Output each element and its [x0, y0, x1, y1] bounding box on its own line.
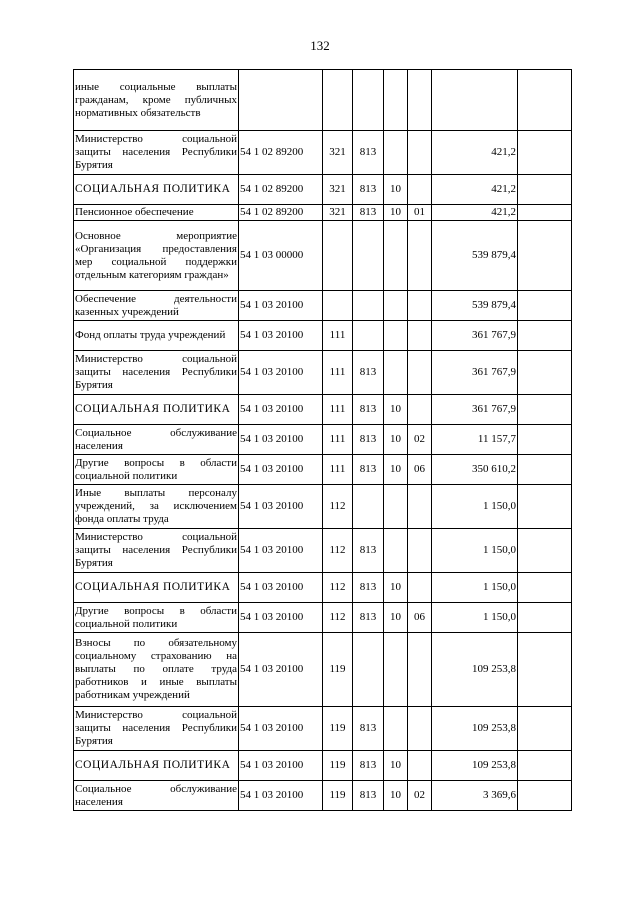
section-code-cell [384, 351, 408, 395]
subsection-code-cell [408, 351, 432, 395]
extra-empty-cell [518, 131, 572, 175]
amount-cell: 1 150,0 [432, 603, 518, 633]
row-name-cell: Министерство социальной защиты населения Республики Бурятия [74, 131, 239, 175]
department-code-cell: 813 [353, 573, 384, 603]
amount-cell: 421,2 [432, 205, 518, 221]
expense-type-cell [323, 291, 353, 321]
expense-type-cell: 112 [323, 529, 353, 573]
extra-empty-cell [518, 425, 572, 455]
expense-type-cell: 119 [323, 633, 353, 707]
page-number: 132 [310, 38, 330, 53]
extra-empty-cell [518, 351, 572, 395]
table-row [74, 321, 572, 351]
table-row [74, 205, 572, 221]
department-code-cell [353, 291, 384, 321]
table-row [74, 781, 572, 811]
section-code-cell: 10 [384, 175, 408, 205]
table-row [74, 529, 572, 573]
department-code-cell [353, 321, 384, 351]
amount-cell: 539 879,4 [432, 291, 518, 321]
section-code-cell [384, 291, 408, 321]
section-code-cell [384, 131, 408, 175]
table-row [74, 707, 572, 751]
subsection-code-cell: 06 [408, 455, 432, 485]
amount-cell: 109 253,8 [432, 707, 518, 751]
amount-cell: 1 150,0 [432, 485, 518, 529]
amount-cell: 421,2 [432, 131, 518, 175]
row-name-cell: Обеспечение деятельности казенных учреждений [74, 291, 239, 321]
department-code-cell: 813 [353, 751, 384, 781]
extra-empty-cell [518, 291, 572, 321]
table-row [74, 485, 572, 529]
expense-type-cell: 119 [323, 781, 353, 811]
section-code-cell [384, 321, 408, 351]
extra-empty-cell [518, 781, 572, 811]
subsection-code-cell [408, 529, 432, 573]
target-article-cell: 54 1 03 20100 [239, 291, 323, 321]
target-article-cell: 54 1 03 20100 [239, 633, 323, 707]
row-name-cell: СОЦИАЛЬНАЯ ПОЛИТИКА [74, 573, 239, 603]
expense-type-cell: 111 [323, 425, 353, 455]
budget-table [73, 69, 572, 811]
row-name-cell: Министерство социальной защиты населения Республики Бурятия [74, 529, 239, 573]
target-article-cell: 54 1 03 20100 [239, 425, 323, 455]
section-code-cell [384, 707, 408, 751]
expense-type-cell: 111 [323, 395, 353, 425]
target-article-cell: 54 1 02 89200 [239, 131, 323, 175]
section-code-cell: 10 [384, 603, 408, 633]
department-code-cell: 813 [353, 395, 384, 425]
table-row [74, 221, 572, 291]
table-row [74, 455, 572, 485]
extra-empty-cell [518, 529, 572, 573]
target-article-cell: 54 1 03 20100 [239, 707, 323, 751]
expense-type-cell: 321 [323, 205, 353, 221]
row-name-cell: Министерство социальной защиты населения Республики Бурятия [74, 351, 239, 395]
target-article-cell: 54 1 03 20100 [239, 351, 323, 395]
amount-cell: 421,2 [432, 175, 518, 205]
row-name-cell: Министерство социальной защиты населения Республики Бурятия [74, 707, 239, 751]
extra-empty-cell [518, 707, 572, 751]
department-code-cell: 813 [353, 455, 384, 485]
department-code-cell [353, 70, 384, 131]
table-row [74, 291, 572, 321]
department-code-cell: 813 [353, 425, 384, 455]
expense-type-cell: 321 [323, 175, 353, 205]
section-code-cell [384, 633, 408, 707]
table-row [74, 633, 572, 707]
extra-empty-cell [518, 205, 572, 221]
section-code-cell: 10 [384, 395, 408, 425]
amount-cell: 3 369,6 [432, 781, 518, 811]
extra-empty-cell [518, 395, 572, 425]
subsection-code-cell [408, 707, 432, 751]
department-code-cell [353, 633, 384, 707]
target-article-cell: 54 1 03 00000 [239, 221, 323, 291]
row-name-cell: Другие вопросы в области социальной политики [74, 603, 239, 633]
row-name-cell: Основное мероприятие «Организация предоставления мер социальной поддержки отдельным категориям граждан» [74, 221, 239, 291]
extra-empty-cell [518, 455, 572, 485]
subsection-code-cell [408, 291, 432, 321]
subsection-code-cell: 01 [408, 205, 432, 221]
target-article-cell: 54 1 02 89200 [239, 205, 323, 221]
expense-type-cell: 112 [323, 485, 353, 529]
department-code-cell: 813 [353, 529, 384, 573]
table-row [74, 395, 572, 425]
amount-cell: 539 879,4 [432, 221, 518, 291]
department-code-cell: 813 [353, 351, 384, 395]
expense-type-cell: 111 [323, 455, 353, 485]
expense-type-cell: 119 [323, 751, 353, 781]
extra-empty-cell [518, 221, 572, 291]
subsection-code-cell [408, 321, 432, 351]
extra-empty-cell [518, 751, 572, 781]
subsection-code-cell [408, 573, 432, 603]
extra-empty-cell [518, 321, 572, 351]
row-name-cell: Фонд оплаты труда учреждений [74, 321, 239, 351]
row-name-cell: Взносы по обязательному социальному страхованию на выплаты по оплате труда работников и иные выплаты работникам учреждений [74, 633, 239, 707]
subsection-code-cell [408, 175, 432, 205]
expense-type-cell: 111 [323, 351, 353, 395]
amount-cell: 11 157,7 [432, 425, 518, 455]
amount-cell: 361 767,9 [432, 351, 518, 395]
extra-empty-cell [518, 175, 572, 205]
expense-type-cell: 111 [323, 321, 353, 351]
department-code-cell: 813 [353, 175, 384, 205]
section-code-cell: 10 [384, 455, 408, 485]
subsection-code-cell [408, 395, 432, 425]
subsection-code-cell: 02 [408, 781, 432, 811]
table-row [74, 351, 572, 395]
subsection-code-cell [408, 70, 432, 131]
amount-cell: 361 767,9 [432, 395, 518, 425]
table-row [74, 425, 572, 455]
subsection-code-cell [408, 485, 432, 529]
amount-cell: 109 253,8 [432, 633, 518, 707]
row-name-cell: СОЦИАЛЬНАЯ ПОЛИТИКА [74, 175, 239, 205]
target-article-cell: 54 1 03 20100 [239, 395, 323, 425]
table-row [74, 175, 572, 205]
amount-cell: 1 150,0 [432, 529, 518, 573]
target-article-cell: 54 1 03 20100 [239, 529, 323, 573]
expense-type-cell: 119 [323, 707, 353, 751]
section-code-cell: 10 [384, 205, 408, 221]
target-article-cell: 54 1 03 20100 [239, 781, 323, 811]
subsection-code-cell [408, 751, 432, 781]
row-name-cell: Иные выплаты персоналу учреждений, за исключением фонда оплаты труда [74, 485, 239, 529]
amount-cell: 109 253,8 [432, 751, 518, 781]
extra-empty-cell [518, 603, 572, 633]
expense-type-cell [323, 221, 353, 291]
extra-empty-cell [518, 70, 572, 131]
subsection-code-cell [408, 221, 432, 291]
expense-type-cell [323, 70, 353, 131]
row-name-cell: Пенсионное обеспечение [74, 205, 239, 221]
subsection-code-cell [408, 131, 432, 175]
target-article-cell [239, 70, 323, 131]
row-name-cell: СОЦИАЛЬНАЯ ПОЛИТИКА [74, 395, 239, 425]
department-code-cell: 813 [353, 781, 384, 811]
row-name-cell: иные социальные выплаты гражданам, кроме публичных нормативных обязательств [74, 70, 239, 131]
section-code-cell [384, 221, 408, 291]
section-code-cell [384, 485, 408, 529]
section-code-cell: 10 [384, 425, 408, 455]
subsection-code-cell: 02 [408, 425, 432, 455]
subsection-code-cell: 06 [408, 603, 432, 633]
target-article-cell: 54 1 03 20100 [239, 751, 323, 781]
department-code-cell: 813 [353, 131, 384, 175]
section-code-cell [384, 70, 408, 131]
extra-empty-cell [518, 485, 572, 529]
expense-type-cell: 321 [323, 131, 353, 175]
department-code-cell [353, 485, 384, 529]
section-code-cell: 10 [384, 751, 408, 781]
department-code-cell: 813 [353, 707, 384, 751]
section-code-cell: 10 [384, 573, 408, 603]
row-name-cell: Другие вопросы в области социальной политики [74, 455, 239, 485]
amount-cell: 1 150,0 [432, 573, 518, 603]
table-row [74, 131, 572, 175]
target-article-cell: 54 1 03 20100 [239, 455, 323, 485]
row-name-cell: Социальное обслуживание населения [74, 781, 239, 811]
target-article-cell: 54 1 02 89200 [239, 175, 323, 205]
target-article-cell: 54 1 03 20100 [239, 603, 323, 633]
department-code-cell: 813 [353, 603, 384, 633]
subsection-code-cell [408, 633, 432, 707]
section-code-cell [384, 529, 408, 573]
section-code-cell: 10 [384, 781, 408, 811]
target-article-cell: 54 1 03 20100 [239, 485, 323, 529]
row-name-cell: Социальное обслуживание населения [74, 425, 239, 455]
department-code-cell [353, 221, 384, 291]
extra-empty-cell [518, 633, 572, 707]
table-row [74, 70, 572, 131]
amount-cell [432, 70, 518, 131]
amount-cell: 350 610,2 [432, 455, 518, 485]
expense-type-cell: 112 [323, 603, 353, 633]
target-article-cell: 54 1 03 20100 [239, 573, 323, 603]
table-row [74, 751, 572, 781]
target-article-cell: 54 1 03 20100 [239, 321, 323, 351]
row-name-cell: СОЦИАЛЬНАЯ ПОЛИТИКА [74, 751, 239, 781]
table-row [74, 603, 572, 633]
table-row [74, 573, 572, 603]
expense-type-cell: 112 [323, 573, 353, 603]
department-code-cell: 813 [353, 205, 384, 221]
extra-empty-cell [518, 573, 572, 603]
amount-cell: 361 767,9 [432, 321, 518, 351]
